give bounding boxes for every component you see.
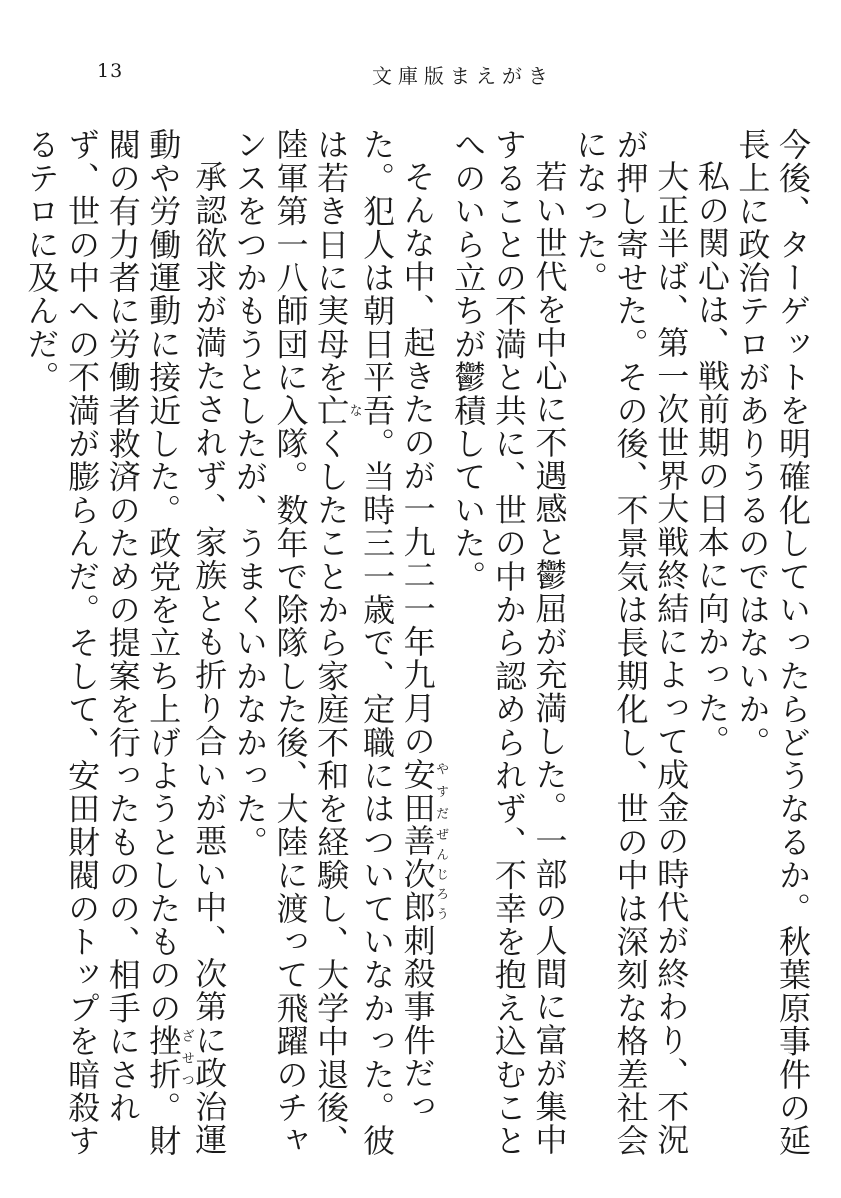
ruby-base: 善次郎 xyxy=(398,824,437,924)
ruby-na xyxy=(312,393,362,427)
ruby-reading: ざせつ xyxy=(178,1024,194,1091)
paragraph: 若い世代を中心に不遇感と鬱屈が充満した。一部の人間に富が集中することの不満と共に、世の中から認められず、不幸を抱え込むことへのいら立ちが鬱積していた。 xyxy=(449,128,569,1158)
page-number: 13 xyxy=(97,60,124,82)
text-run: 刺殺事件だった。犯人は朝日平吾。当時三一歳で、定職にはついていなかった。彼は若き日に実母を xyxy=(312,128,437,1158)
paragraph: 私の関心は、戦前期の日本に向かった。 xyxy=(692,160,731,758)
text-run: 。財閥の有力者に労働者救済のための提案を行ったものの、相手にされず、世の中への不満が膨らんだ。そして、安田財閥のトップを暗殺するテロに及んだ。 xyxy=(22,128,183,1158)
ruby-reading: ぜんじろう xyxy=(433,824,449,924)
ruby-base: 安田 xyxy=(398,757,437,825)
paragraph xyxy=(21,128,229,1168)
paragraph: 今後、ターゲットを明確化していったらどうなるか。秋葉原事件の延長上に政治テロがありうるのではないか。 xyxy=(733,128,812,1158)
text-run: そんな中、起きたのが一九二一年九月の xyxy=(398,160,437,758)
ruby-base: 亡 xyxy=(312,393,351,427)
text-run: 承認欲求が満たされず、家族とも折り合いが悪い中、次第に政治運動や労働運動に接近した。政党を立ち上げようとしたものの xyxy=(144,128,229,1156)
vertical-body-text xyxy=(21,128,813,1168)
ruby-reading: な xyxy=(346,393,362,427)
running-header-title: 文庫版まえがき xyxy=(372,64,554,88)
ruby-zenjiro xyxy=(398,824,449,924)
text-run: くしたことから家庭不和を経験し、大学中退後、陸軍第一八師団に入隊。数年で除隊した後、大陸に渡って飛躍のチャンスをつかもうとしたが、うまくいかなかった。 xyxy=(230,128,351,1158)
ruby-yasuda xyxy=(398,757,449,825)
paragraph xyxy=(229,128,447,1168)
ruby-base: 挫折 xyxy=(144,1024,183,1091)
ruby-zasetsu xyxy=(144,1024,194,1091)
ruby-reading: やすだ xyxy=(433,757,449,825)
paragraph: 大正半ば、第一次世界大戦終結によって成金の時代が終わり、不況が押し寄せた。その後、不景気は長期化し、世の中は深刻な格差社会になった。 xyxy=(571,128,691,1158)
